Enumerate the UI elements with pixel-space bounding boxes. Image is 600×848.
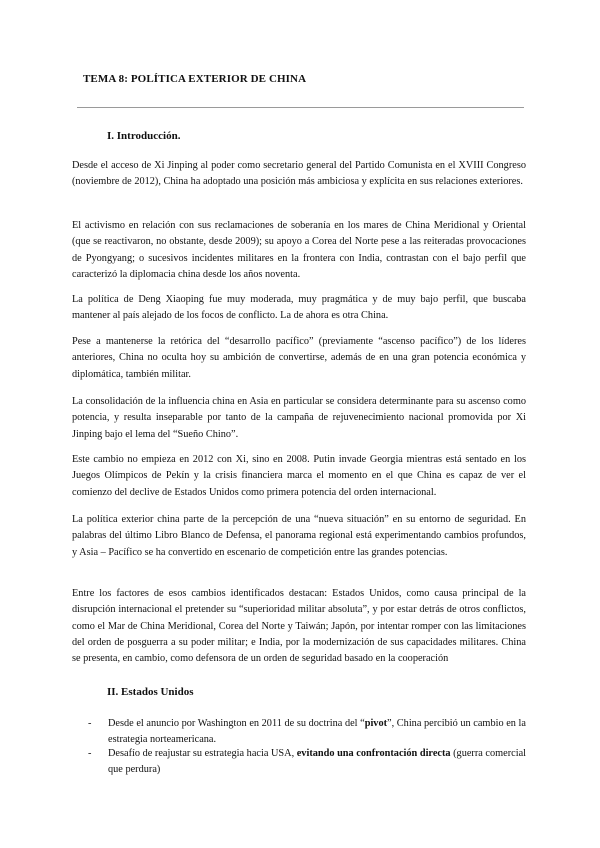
- paragraph-1: Desde el acceso de Xi Jinping al poder como secretario general del Partido Comunista en el XVIII Congreso (noviembre de 2012), China ha adoptado una posición más ambiciosa y explícita en sus relaciones exteriores.: [72, 160, 526, 188]
- bullet-marker: -: [88, 748, 92, 759]
- paragraph-8: Entre los factores de esos cambios identificados destacan: Estados Unidos, como causa principal de la disrupción internacional el pretender su “superioridad militar absoluta”, y por estar detrás de otros conflictos, como el Mar de China Meridional, Corea del Norte y Taiwán; Japón, por intentar romper con las limitaciones del orden de posguerra a su poder militar; e India, por la modernización de sus capacidades militares. China se presenta, en cambio, como defensora de un orden de seguridad basado en la cooperación: [72, 588, 526, 665]
- bullet-2-text-start: Desafío de reajustar su estrategia hacia USA,: [108, 748, 297, 759]
- bullet-1-bold-term: pivot: [364, 718, 388, 729]
- title-divider: [77, 107, 524, 108]
- bullet-item-2: [108, 746, 526, 779]
- bullet-1-text-start: Desde el anuncio por Washington en 2011 de su doctrina del “: [108, 718, 365, 729]
- bullet-marker: -: [88, 718, 92, 729]
- paragraph-5: La consolidación de la influencia china en Asia en particular se considera determinante para su ascenso como potencia, y resulta inseparable por tanto de la campaña de rejuvenecimiento nacional promovida por Xi Jinping bajo el lema del “Sueño Chino”.: [72, 396, 526, 440]
- paragraph-3: La política de Deng Xiaoping fue muy moderada, muy pragmática y de muy bajo perfil, que buscaba mantener al país alejado de los focos de conflicto. La de ahora es otra China.: [72, 294, 526, 322]
- paragraph-4: Pese a mantenerse la retórica del “desarrollo pacífico” (previamente “ascenso pacífico”) de los líderes anteriores, China no oculta hoy su ambición de convertirse, además de en una gran potencia económica y diplomática, también militar.: [72, 336, 526, 380]
- paragraph-7: La política exterior china parte de la percepción de una “nueva situación” en su entorno de seguridad. En palabras del último Libro Blanco de Defensa, el panorama regional está experimentando cambios profundos, y Asia – Pacífico se ha convertido en escenario de competición entre las grandes potencias.: [72, 514, 526, 558]
- section-heading-introduccion: I. Introducción.: [107, 130, 181, 142]
- bullet-2-text-end: (guerra comercial que perdura): [108, 748, 527, 776]
- bullet-1-text-end: ”, China percibió un cambio en la estrategia norteamericana.: [108, 718, 526, 746]
- section-heading-estados-unidos: II. Estados Unidos: [107, 686, 194, 698]
- paragraph-6: Este cambio no empieza en 2012 con Xi, sino en 2008. Putin invade Georgia mientras está sentado en los Juegos Olímpicos de Pekín y la crisis financiera marca el momento en el que China es capaz de ver el comienzo del declive de Estados Unidos como primera potencia del orden internacional.: [72, 454, 526, 498]
- bullet-item-1: [108, 716, 526, 749]
- bullet-2-bold-term: evitando una confrontación directa: [296, 748, 451, 759]
- paragraph-2: El activismo en relación con sus reclamaciones de soberanía en los mares de China Meridional y Oriental (que se reactivaron, no obstante, desde 2009); su apoyo a Corea del Norte pese a las reiteradas provocaciones de Pyongyang; o sucesivos incidentes militares en la frontera con India, contrastan con el bajo perfil que caracterizó la diplomacia china desde los años noventa.: [72, 220, 526, 280]
- document-title: TEMA 8: POLÍTICA EXTERIOR DE CHINA: [83, 73, 307, 85]
